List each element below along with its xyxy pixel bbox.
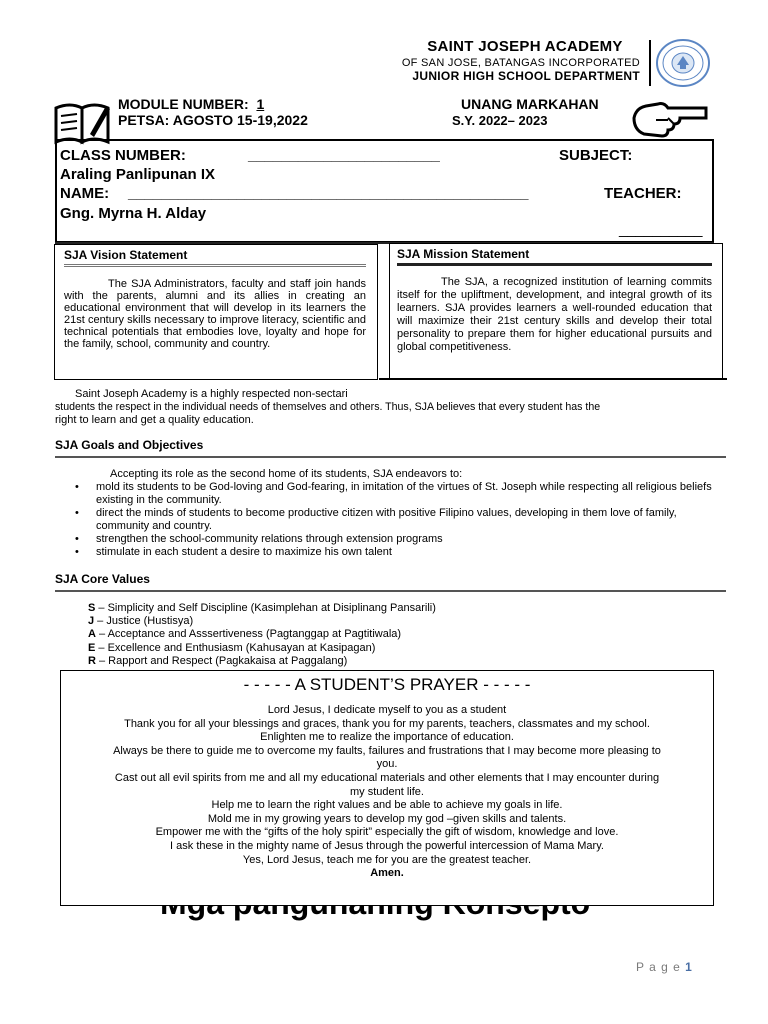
philosophy-line-3: right to learn and get a quality education. [55, 414, 254, 426]
name-field[interactable]: ________________________________________________ [128, 185, 529, 202]
prayer-line: you. [376, 758, 398, 771]
prayer-line: Thank you for all your blessings and graces, thank you for my parents, teachers, classmates and my school. [124, 717, 650, 730]
prayer-line: Mold me in my growing years to develop my god –given skills and talents. [207, 812, 567, 825]
name-label: NAME: [60, 185, 110, 202]
core-values-list [88, 602, 436, 668]
teacher-value: Gng. Myrna H. Alday [60, 205, 207, 222]
subject-label: SUBJECT: [559, 147, 633, 164]
core-values-rule [55, 590, 726, 592]
prayer-title: - - - - - A STUDENT’S PRAYER - - - - - [243, 675, 531, 694]
prayer-body [68, 704, 706, 881]
class-number-label: CLASS NUMBER: [60, 147, 186, 164]
header-divider [649, 40, 651, 86]
goal-item: • strengthen the school-community relations through extension programs [75, 533, 443, 545]
prayer-line: Enlighten me to realize the importance of education. [260, 731, 514, 744]
mission-title-rule [397, 263, 712, 266]
vision-text: The SJA Administrators, faculty and staff join hands with the parents, alumni and its allies in creating an educational environment that will develop in its learners the 21st century skills necessary to improve literacy, scientific and technical potentials that embodies love, loyalty and hope for the family, school, community and country. [64, 278, 366, 351]
teacher-label: TEACHER: [604, 185, 682, 202]
prayer-line: Yes, Lord Jesus, teach me for you are the greatest teacher. [242, 853, 532, 866]
page-label: P a g e [636, 960, 681, 974]
school-year: S.Y. 2022– 2023 [452, 113, 548, 128]
page-footer [636, 960, 693, 974]
goals-intro: Accepting its role as the second home of its students, SJA endeavors to: [110, 468, 463, 480]
philosophy-line-2: students the respect in the individual needs of themselves and others. Thus, SJA believes that every student has the [55, 401, 601, 413]
school-location: OF SAN JOSE, BATANGAS INCORPORATED [401, 57, 640, 69]
module-number: MODULE NUMBER: 1 [118, 96, 265, 112]
goal-item: • stimulate in each student a desire to maximize his own talent [75, 546, 392, 558]
philosophy-line-1: Saint Joseph Academy is a highly respected non-sectari [75, 388, 348, 400]
subject-value: Araling Panlipunan IX [60, 166, 216, 183]
school-name: SAINT JOSEPH ACADEMY [427, 38, 623, 55]
teacher-field[interactable]: __________ [619, 221, 703, 238]
school-department: JUNIOR HIGH SCHOOL DEPARTMENT [412, 69, 640, 83]
prayer-line: Always be there to guide me to overcome my faults, failures and frustrations that I may become more pleasing to [113, 744, 661, 757]
philosophy-rule [379, 378, 727, 380]
prayer-line: Lord Jesus, I dedicate myself to you as a student [267, 704, 507, 716]
prayer-line: my student life. [350, 785, 424, 798]
prayer-line: Help me to learn the right values and be able to achieve my goals in life. [211, 799, 563, 812]
goals-rule [55, 456, 726, 458]
module-date: PETSA: AGOSTO 15-19,2022 [118, 112, 308, 128]
goals-list [75, 481, 720, 559]
prayer-line: I ask these in the mighty name of Jesus through the powerful intercession of Mama Mary. [170, 839, 604, 852]
core-value-item: S – Simplicity and Self Discipline (Kasimplehan at Disiplinang Pansarili) [88, 602, 436, 614]
core-values-title: SJA Core Values [55, 572, 150, 586]
core-value-item: J – Justice (Hustisya) [88, 615, 194, 628]
vision-title-rule [64, 264, 366, 267]
prayer-line: Empower me with the “gifts of the holy spirit” especially the gift of wisdom, knowledge and love. [155, 826, 619, 839]
core-value-item: A – Acceptance and Asssertiveness (Pagtanggap at Pagtitiwala) [88, 628, 402, 641]
core-value-item: E – Excellence and Enthusiasm (Kahusayan at Kasipagan) [88, 641, 376, 654]
mission-title: SJA Mission Statement [397, 247, 530, 261]
goal-item: • mold its students to be God-loving and God-fearing, in imitation of the virtues of St. Joseph while respecting all religious beliefs existing in the community. [75, 481, 712, 506]
goal-item: • direct the minds of students to become productive citizen with positive Filipino values, developing in them love of family, community and country. [75, 507, 677, 532]
pointing-hand-icon [628, 98, 708, 140]
core-value-item: R – Rapport and Respect (Pagkakaisa at Paggalang) [88, 654, 348, 667]
goals-title: SJA Goals and Objectives [55, 438, 204, 452]
school-seal-icon [655, 38, 711, 88]
class-number-field[interactable]: _______________________ [248, 147, 440, 164]
prayer-amen: Amen. [370, 867, 404, 880]
mission-text: The SJA, a recognized institution of learning commits itself for the upliftment, development, and integral growth of its learners. SJA provides learners a well-rounded education that will maximize their 21st century skills and develop their total personality to prepare them for higher educational pursuits and global competitiveness. [397, 276, 712, 353]
quarter: UNANG MARKAHAN [461, 96, 599, 112]
vision-title: SJA Vision Statement [64, 248, 188, 262]
page-number: 1 [685, 960, 693, 974]
prayer-line: Cast out all evil spirits from me and all my educational materials and other elements that I may encounter during [114, 771, 660, 784]
